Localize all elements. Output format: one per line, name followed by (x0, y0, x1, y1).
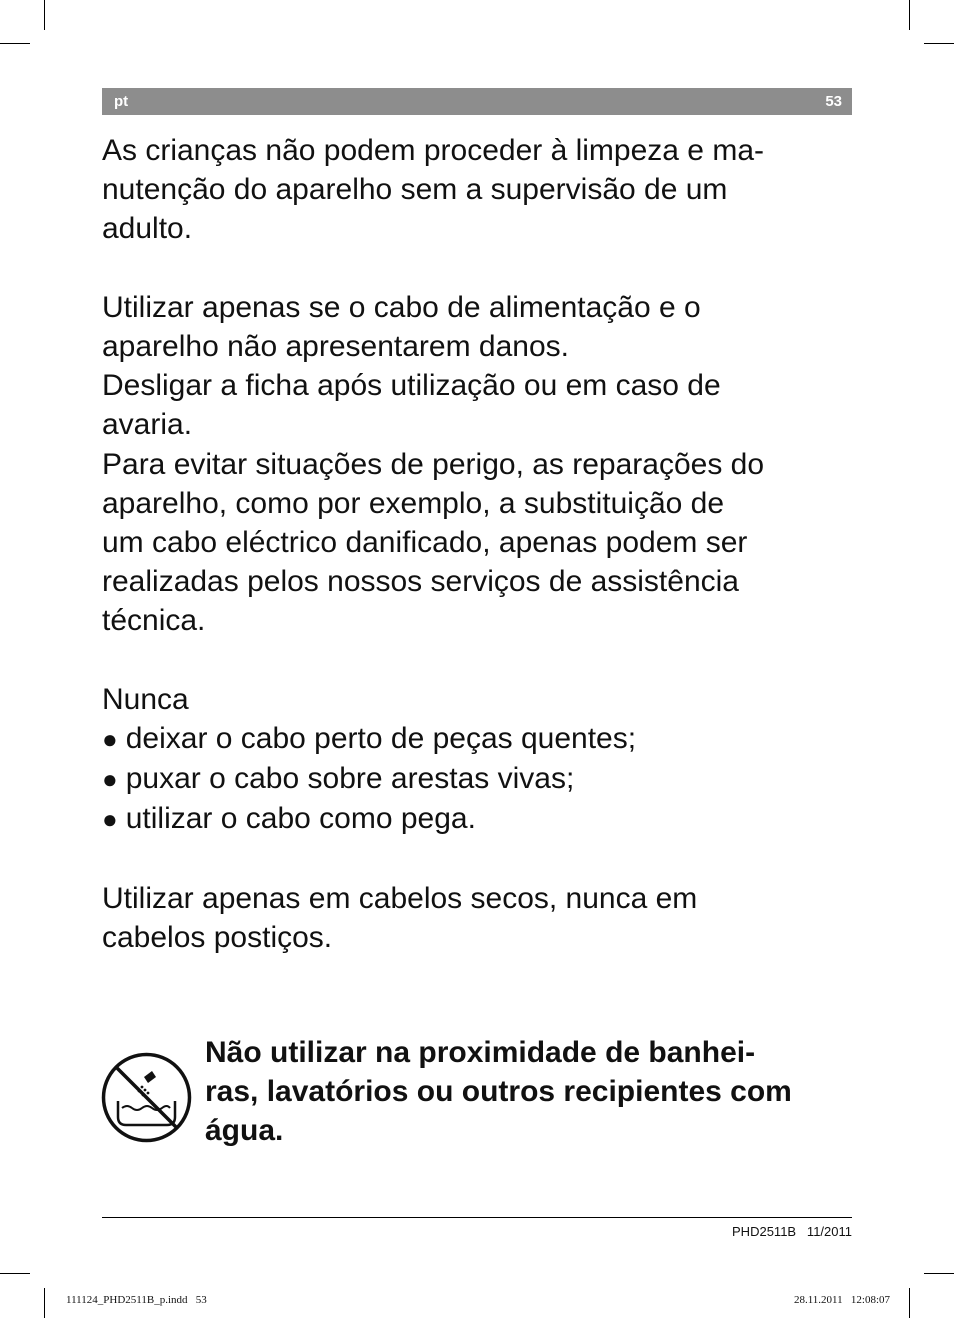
text-line: cabelos postiços. (102, 921, 333, 955)
warning-line: Não utilizar na proximidade de banhei- (205, 1036, 756, 1069)
no-bath-water-icon (100, 1051, 193, 1144)
warning-text (205, 1033, 865, 1151)
text-line: Desligar a ficha após utilização ou em caso de (102, 369, 721, 403)
text-line: realizadas pelos nossos serviços de assistência (102, 565, 739, 599)
never-heading: Nunca (102, 682, 189, 716)
text-line: As crianças não podem proceder à limpeza e ma- (102, 134, 764, 167)
text-line: avaria. (102, 408, 193, 442)
footer-model-date: PHD2511B 11/2011 (732, 1224, 852, 1239)
text-line: aparelho não apresentarem danos. (102, 330, 569, 363)
text-line: técnica. (102, 604, 206, 638)
crop-mark (44, 1288, 45, 1318)
crop-mark (909, 1288, 910, 1318)
crop-mark (924, 1273, 954, 1274)
warning-line: água. (205, 1114, 284, 1148)
bullet-item: ● puxar o cabo sobre arestas vivas; (102, 759, 862, 799)
text-line: Utilizar apenas se o cabo de alimentação e o (102, 290, 701, 324)
crop-mark (0, 1273, 30, 1274)
language-code: pt (114, 93, 129, 110)
text-line: Para evitar situações de perigo, as reparações do (102, 447, 765, 481)
page-number: 53 (825, 93, 842, 110)
slug-timestamp: 28.11.2011 12:08:07 (793, 1294, 890, 1306)
bullet-item: ● utilizar o cabo como pega. (102, 799, 862, 839)
text-line: um cabo eléctrico danificado, apenas podem ser (102, 526, 748, 560)
crop-mark (909, 0, 910, 30)
bullet-item: ● deixar o cabo perto de peças quentes; (102, 719, 862, 759)
crop-mark (0, 43, 30, 44)
text-line: adulto. (102, 212, 193, 246)
text-line: Utilizar apenas em cabelos secos, nunca em (102, 881, 698, 915)
text-line: aparelho, como por exemplo, a substituição de (102, 486, 725, 520)
footer-rule (102, 1217, 852, 1218)
warning-line: ras, lavatórios ou outros recipientes com (205, 1075, 792, 1109)
body-text (102, 131, 862, 957)
text-line: nutenção do aparelho sem a supervisão de um (102, 173, 728, 207)
page-header (102, 88, 852, 115)
crop-mark (924, 43, 954, 44)
slug-file: 111124_PHD2511B_p.indd 53 (66, 1294, 207, 1306)
crop-mark (44, 0, 45, 30)
